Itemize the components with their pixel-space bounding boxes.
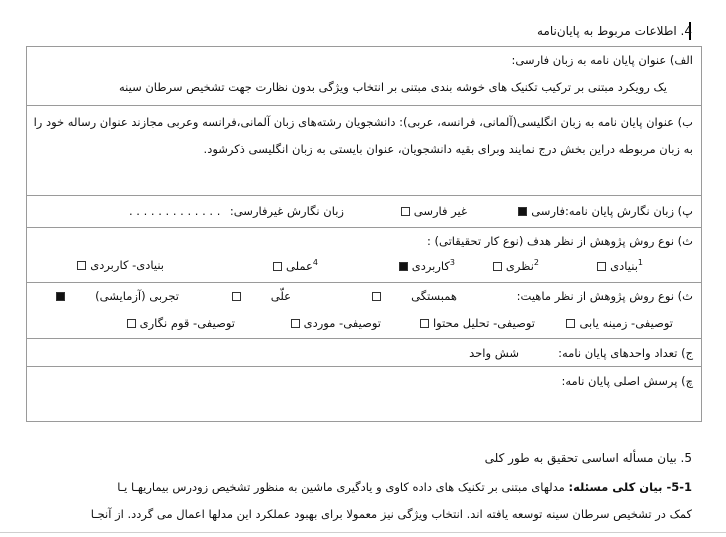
thesis-language-label: پ) زبان نگارش پایان نامه: bbox=[564, 204, 693, 218]
checkbox-checked[interactable] bbox=[399, 262, 408, 271]
row-thesis-language bbox=[27, 196, 701, 228]
goal-option-practical[interactable] bbox=[269, 258, 318, 273]
section-5-1-line-1 bbox=[117, 480, 692, 494]
research-nature-label: ث) نوع روش پژوهش از نظر ماهیت: bbox=[516, 289, 693, 303]
goal-option-fundamental-applied[interactable] bbox=[73, 258, 164, 272]
other-language-label: زبان نگارش غیرفارسی: bbox=[229, 204, 344, 218]
option-farsi-label: فارسی bbox=[531, 204, 565, 218]
nature-option-label: همبستگی bbox=[411, 289, 457, 303]
nature-option-survey[interactable] bbox=[562, 316, 673, 330]
nature-option-ethnography[interactable] bbox=[123, 316, 235, 330]
checkbox-unchecked[interactable] bbox=[77, 261, 86, 270]
nature-option-label: توصیفی- زمینه یابی bbox=[579, 316, 673, 330]
section-5-1-line-2: کمک در تشخیص سرطان سینه توسعه یافته اند. انتخاب ویژگی نیز معمولا برای بهبود عملکرد این مدلها اعمال می گردد. از آنجـا bbox=[90, 507, 692, 521]
goal-option-label: بنیادی- کاربردی bbox=[90, 258, 164, 272]
row-research-goal bbox=[27, 228, 701, 283]
nature-option-causal[interactable] bbox=[228, 289, 291, 303]
section-4-title: 4. اطلاعات مربوط به پایان‌نامه bbox=[537, 24, 692, 38]
checkbox-checked[interactable] bbox=[56, 292, 65, 301]
checkbox-unchecked[interactable] bbox=[566, 319, 575, 328]
footnote-mark: 1 bbox=[637, 258, 643, 267]
nature-option-label: علّی bbox=[270, 289, 291, 303]
checkbox-unchecked[interactable] bbox=[291, 319, 300, 328]
goal-option-label: عملی bbox=[286, 258, 313, 273]
thesis-units-value: شش واحد bbox=[469, 346, 519, 360]
nature-option-label: تجربی (آزمایشی) bbox=[95, 289, 179, 303]
persian-title-label: الف) عنوان پایان نامه به زبان فارسی: bbox=[511, 53, 693, 67]
goal-option-label: نظری bbox=[505, 258, 534, 273]
thesis-units-label: ج) تعداد واحدهای پایان نامه: bbox=[558, 346, 693, 360]
checkbox-unchecked[interactable] bbox=[273, 262, 282, 271]
checkbox-unchecked[interactable] bbox=[127, 319, 136, 328]
other-language-blank[interactable]: . . . . . . . . . . . . . bbox=[129, 204, 221, 218]
checkbox-unchecked[interactable] bbox=[597, 262, 606, 271]
nature-option-case-study[interactable] bbox=[287, 316, 381, 330]
option-non-farsi-label: غیر فارسی bbox=[413, 204, 467, 218]
option-non-farsi[interactable] bbox=[397, 204, 467, 218]
checkbox-checked[interactable] bbox=[518, 207, 527, 216]
option-farsi[interactable] bbox=[514, 204, 565, 218]
english-title-label: ب) عنوان پایان نامه به زبان انگلیسی(آلمانی، فرانسه، عربی): دانشجویان رشته‌های زبان آلمانی،فرانسه وعربی مجازند عنوان رساله خود را bbox=[33, 115, 693, 129]
row-research-nature bbox=[27, 283, 701, 339]
main-question-label: چ) پرسش اصلی پایان نامه: bbox=[561, 374, 693, 388]
nature-option-label: توصیفی- قوم نگاری bbox=[139, 316, 235, 330]
persian-title-value: یک رویکرد مبتنی بر ترکیب تکنیک های خوشه بندی مبتنی بر انتخاب ویژگی بدون نظارت جهت تشخیص سرطان سینه bbox=[118, 80, 667, 94]
thesis-info-table bbox=[26, 46, 702, 422]
nature-option-content-analysis[interactable] bbox=[416, 316, 535, 330]
nature-option-label: توصیفی- موردی bbox=[303, 316, 381, 330]
nature-option-experimental[interactable] bbox=[52, 289, 179, 303]
goal-option-theoretical[interactable] bbox=[489, 258, 539, 273]
goal-option-label: کاربردی bbox=[411, 258, 450, 273]
nature-option-correlational[interactable] bbox=[368, 289, 457, 303]
row-persian-title bbox=[27, 47, 701, 106]
row-english-title bbox=[27, 106, 701, 196]
checkbox-unchecked[interactable] bbox=[401, 207, 410, 216]
row-main-question bbox=[27, 367, 701, 421]
footnote-mark: 4 bbox=[312, 258, 318, 267]
goal-option-applied[interactable] bbox=[395, 258, 455, 273]
checkbox-unchecked[interactable] bbox=[372, 292, 381, 301]
checkbox-unchecked[interactable] bbox=[493, 262, 502, 271]
checkbox-unchecked[interactable] bbox=[232, 292, 241, 301]
footnote-mark: 2 bbox=[533, 258, 539, 267]
nature-option-label: توصیفی- تحلیل محتوا bbox=[432, 316, 535, 330]
goal-option-fundamental[interactable] bbox=[593, 258, 643, 273]
page-bottom-divider bbox=[0, 532, 726, 533]
footnote-mark: 3 bbox=[449, 258, 455, 267]
goal-option-label: بنیادی bbox=[610, 258, 638, 273]
section-5-title: 5. بیان مسأله اساسی تحقیق به طور کلی bbox=[484, 451, 692, 465]
research-goal-label: ث) نوع روش پژوهش از نظر هدف (نوع کار تحقیقاتی) : bbox=[427, 234, 693, 248]
section-5-1-text: مدلهای مبتنی بر تکنیک های داده کاوی و یادگیری ماشین به منظور تشخیص زودرس بیماریهـا یـا bbox=[117, 480, 565, 494]
row-thesis-units bbox=[27, 339, 701, 367]
checkbox-unchecked[interactable] bbox=[420, 319, 429, 328]
section-5-1-heading: 5-1- بیان کلی مسئله: bbox=[568, 480, 692, 494]
english-title-note: به زبان مربوطه دراین بخش درج نمایند وبرای بقیه دانشجویان، عنوان بایستی به زبان انگلیسی ذکرشود. bbox=[203, 142, 693, 156]
